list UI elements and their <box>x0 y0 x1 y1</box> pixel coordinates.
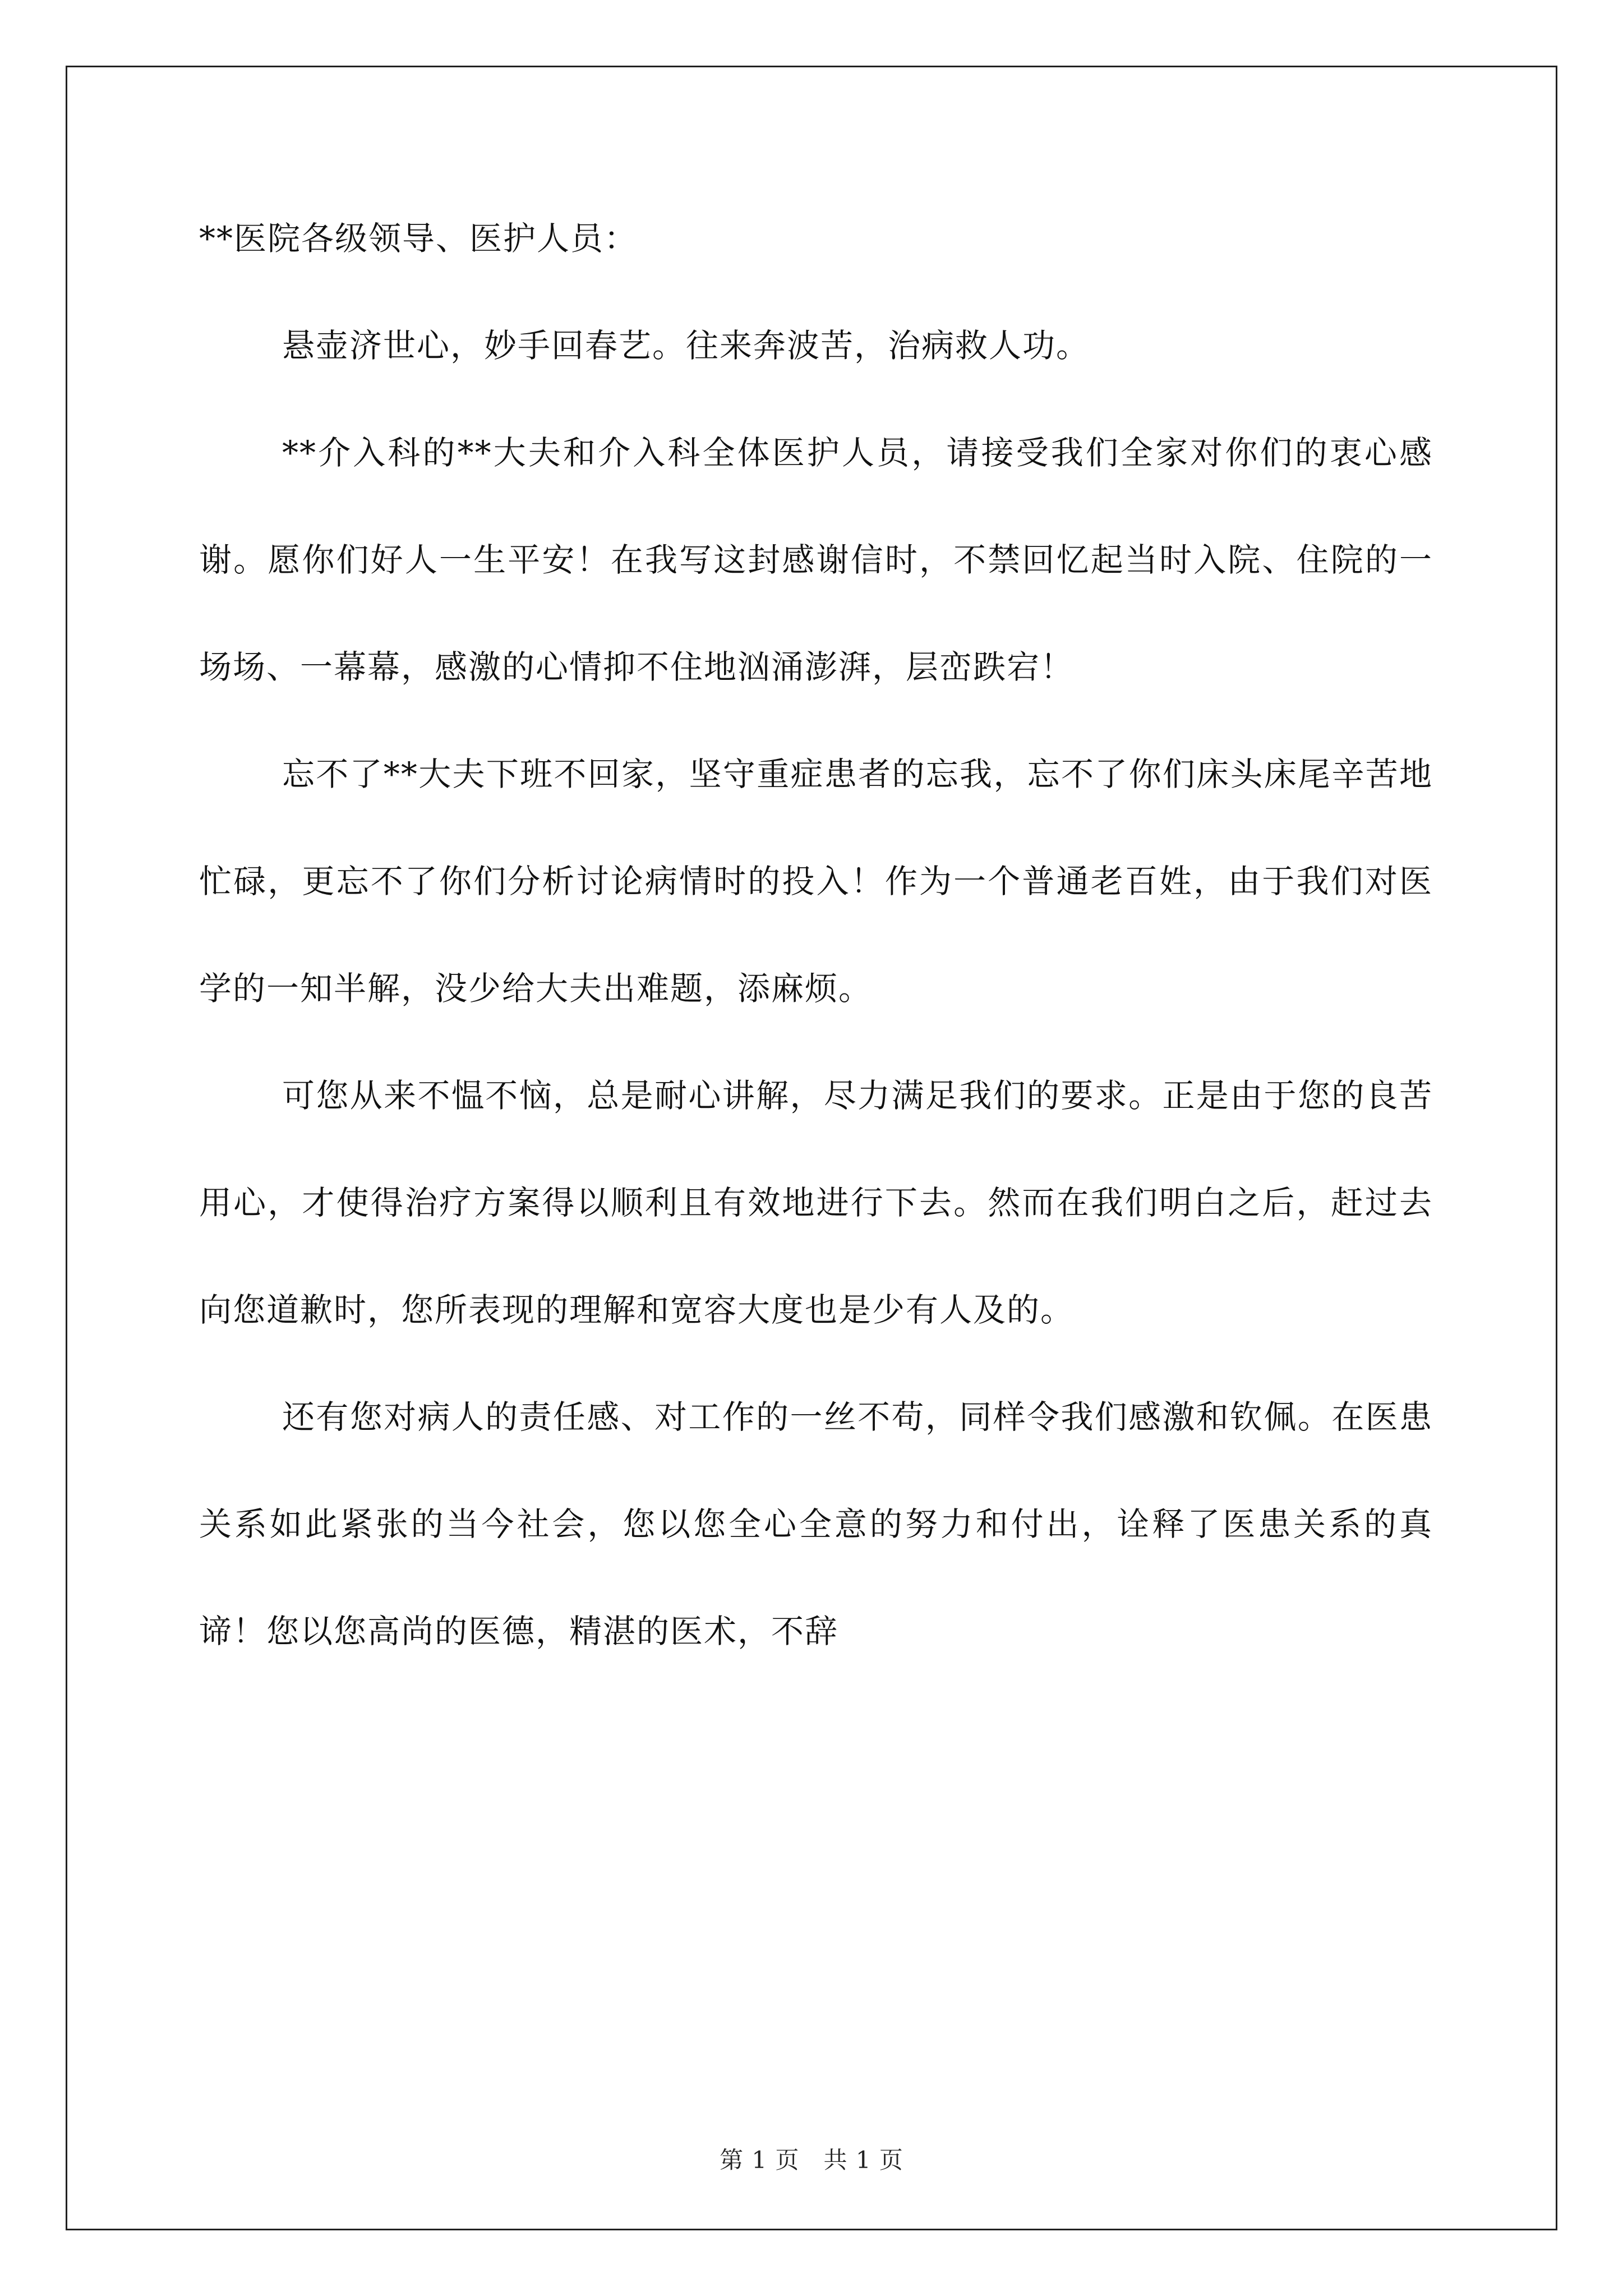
paragraph-1: 悬壶济世心，妙手回春艺。往来奔波苦，治病救人功。 <box>282 326 1090 365</box>
document-body <box>199 219 1433 1685</box>
paragraph-2: **介入科的**大夫和介入科全体医护人员，请接受我们全家对你们的衷心感谢。愿你们好人一生平安！在我写这封感谢信时，不禁回忆起当时入院、住院的一场场、一幕幕，感激的心情抑不住地汹涌澎湃，层峦跌宕！ <box>199 434 1433 686</box>
page-footer: 第 1 页 共 1 页 <box>720 2146 903 2174</box>
letter-greeting: **医院各级领导、医护人员： <box>199 219 638 257</box>
paragraph-3: 忘不了**大夫下班不回家，坚守重症患者的忘我，忘不了你们床头床尾辛苦地忙碌，更忘不了你们分析讨论病情时的投入！作为一个普通老百姓，由于我们对医学的一知半解，没少给大夫出难题，添麻烦。 <box>199 755 1433 1007</box>
paragraph-5: 还有您对病人的责任感、对工作的一丝不苟，同样令我们感激和钦佩。在医患关系如此紧张的当今社会，您以您全心全意的努力和付出，诠释了医患关系的真谛！您以您高尚的医德，精湛的医术，不辞 <box>199 1398 1433 1650</box>
paragraph-4: 可您从来不愠不恼，总是耐心讲解，尽力满足我们的要求。正是由于您的良苦用心，才使得治疗方案得以顺利且有效地进行下去。然而在我们明白之后，赶过去向您道歉时，您所表现的理解和宽容大度也是少有人及的。 <box>199 1076 1433 1329</box>
